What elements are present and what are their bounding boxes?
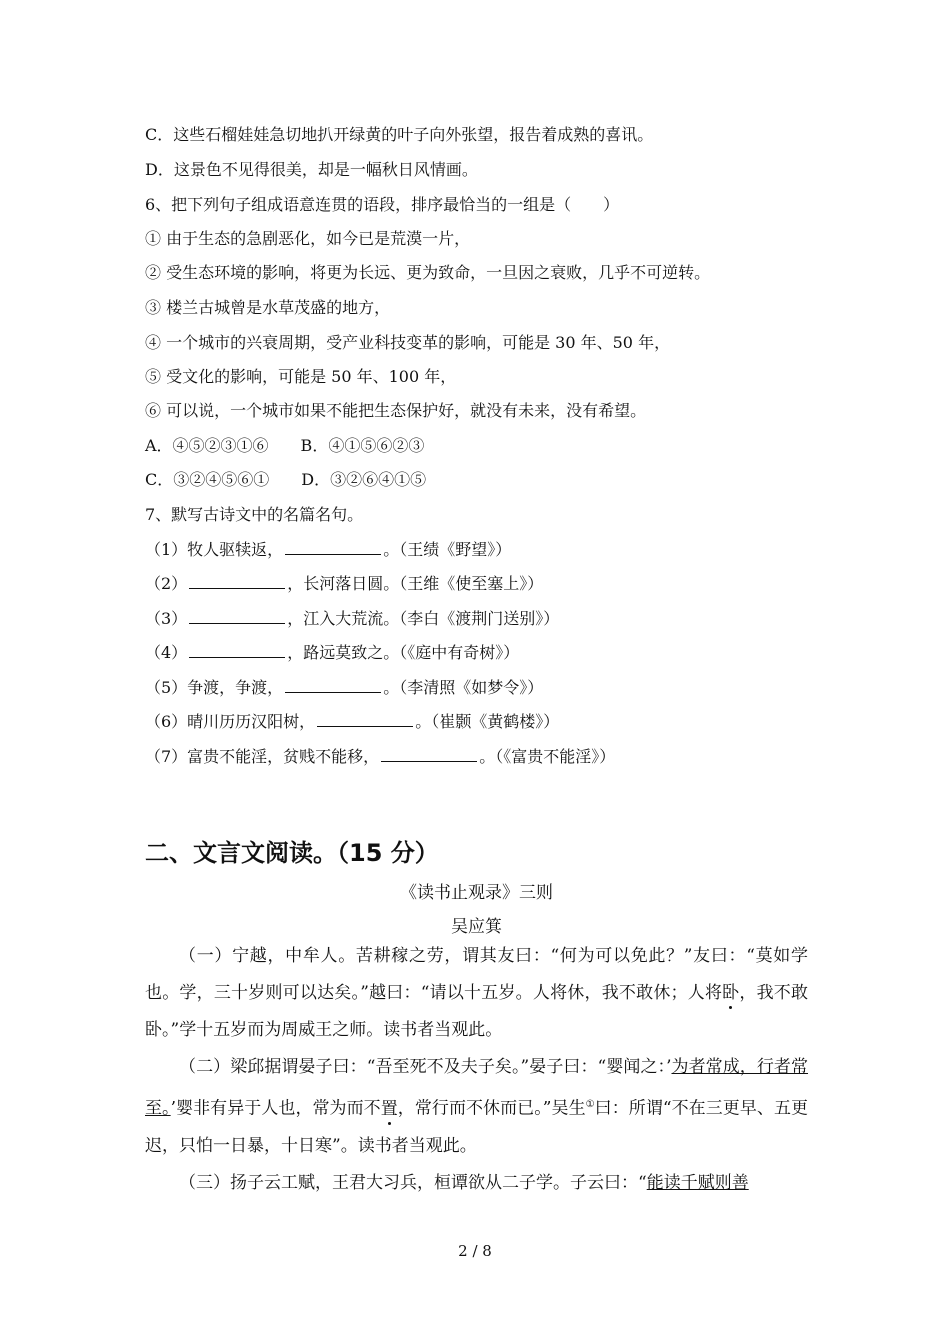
q7-item-prefix: （2） — [145, 574, 188, 593]
q7-item-prefix: （6）晴川历历汉阳树， — [145, 712, 316, 731]
answer-blank[interactable] — [189, 645, 285, 658]
q6-choices-cd: C．③②④⑤⑥① D．③②⑥④①⑤ — [145, 470, 427, 489]
q7-item — [145, 571, 543, 594]
q7-item — [145, 675, 543, 698]
q7-item — [145, 537, 511, 560]
q6-item: ⑤ 受文化的影响，可能是 50 年、100 年， — [145, 367, 457, 386]
emphasis-dot-char: 置 — [380, 1098, 398, 1119]
paragraph-text: ，我不敢卧。”学十五岁而为周威王之师。读书者当观此。 — [145, 983, 809, 1040]
q7-item-suffix: 。（王绩《野望》） — [383, 540, 512, 559]
option-d: D．这景色不见得很美，却是一幅秋日风情画。 — [145, 160, 478, 179]
paragraph-text: 曰：所谓“不在三更早、五更迟，只怕一日暴，十日寒”。读书者当观此。 — [145, 1098, 808, 1156]
q7-item — [145, 709, 559, 732]
q6-item: ③ 楼兰古城曾是水草茂盛的地方， — [145, 298, 391, 317]
question-6-stem: 6、把下列句子组成语意连贯的语段，排序最恰当的一组是（ ） — [145, 195, 620, 214]
passage-paragraph-2 — [145, 1049, 808, 1165]
passage-paragraph-3 — [145, 1165, 808, 1202]
q7-item-prefix: （3） — [145, 609, 188, 628]
q7-item-suffix: 。（《富贵不能淫》） — [479, 747, 616, 766]
section-heading: 二、文言文阅读。（15 分） — [145, 839, 439, 867]
q7-item-suffix: 。（崔颢《黄鹤楼》） — [415, 712, 560, 731]
paragraph-text: ，常行而不休而已。”吴生 — [397, 1098, 586, 1119]
answer-blank[interactable] — [381, 749, 477, 762]
passage-author: 吴应箕 — [451, 917, 502, 937]
q6-item: ① 由于生态的急剧恶化，如今已是荒漠一片， — [145, 229, 471, 248]
q7-item-suffix: 。（李清照《如梦令》） — [383, 678, 544, 697]
emphasis-dot-char: 卧 — [722, 983, 740, 1003]
passage-body — [145, 938, 808, 1202]
q6-item: ② 受生态环境的影响，将更为长远、更为致命，一旦因之衰败，几乎不可逆转。 — [145, 263, 711, 282]
answer-blank[interactable] — [285, 680, 381, 693]
q7-item — [145, 606, 559, 629]
q7-item-suffix: ，江入大荒流。（李白《渡荆门送别》） — [287, 609, 560, 628]
q7-item-suffix: ，路远莫致之。（《庭中有奇树》） — [287, 643, 520, 662]
q6-item: ④ 一个城市的兴衰周期，受产业科技变革的影响，可能是 30 年、50 年， — [145, 333, 671, 352]
option-c: C．这些石榴娃娃急切地扒开绿黄的叶子向外张望，报告着成熟的喜讯。 — [145, 125, 654, 144]
q6-choices-ab: A．④⑤②③①⑥ B．④①⑤⑥②③ — [145, 436, 425, 455]
answer-blank[interactable] — [189, 576, 285, 589]
q7-item — [145, 744, 615, 767]
footnote-marker: ① — [585, 1099, 595, 1110]
q7-item-prefix: （1）牧人驱犊返， — [145, 540, 284, 559]
underlined-sentence: 能读千赋则善 — [646, 1172, 749, 1193]
answer-blank[interactable] — [189, 611, 285, 624]
q7-item-suffix: ，长河落日圆。（王维《使至塞上》） — [287, 574, 544, 593]
paragraph-text: ’婴非有异于人也，常为而不 — [170, 1098, 381, 1119]
paragraph-text: （一）宁越，中牟人。苦耕稼之劳，谓其友曰：“何为可以免此？”友曰：“莫如学也。学，三十岁则可以达矣。”越曰：“请以十五岁。人将休，我不敢休；人将 — [145, 946, 808, 1003]
question-7-stem: 7、默写古诗文中的名篇名句。 — [145, 505, 364, 524]
page-number: 2 / 8 — [458, 1242, 492, 1260]
passage-paragraph-1 — [145, 938, 808, 1049]
passage-title: 《读书止观录》三则 — [400, 883, 553, 903]
answer-blank[interactable] — [285, 542, 381, 555]
q7-item-prefix: （7）富贵不能淫，贫贱不能移， — [145, 747, 380, 766]
q7-item-prefix: （5）争渡，争渡， — [145, 678, 284, 697]
paragraph-text: （二）梁邱据谓晏子曰：“吾至死不及夫子矣。”晏子曰：“婴闻之：’ — [179, 1057, 672, 1077]
q7-item-prefix: （4） — [145, 643, 188, 662]
q6-item: ⑥ 可以说，一个城市如果不能把生态保护好，就没有未来，没有希望。 — [145, 401, 647, 420]
answer-blank[interactable] — [317, 714, 413, 727]
q7-item — [145, 640, 519, 663]
underlined-sentence: 为者常成，行者常至。 — [145, 1057, 809, 1119]
paragraph-text: （三）扬子云工赋，王君大习兵，桓谭欲从二子学。子云曰：“ — [179, 1172, 647, 1193]
